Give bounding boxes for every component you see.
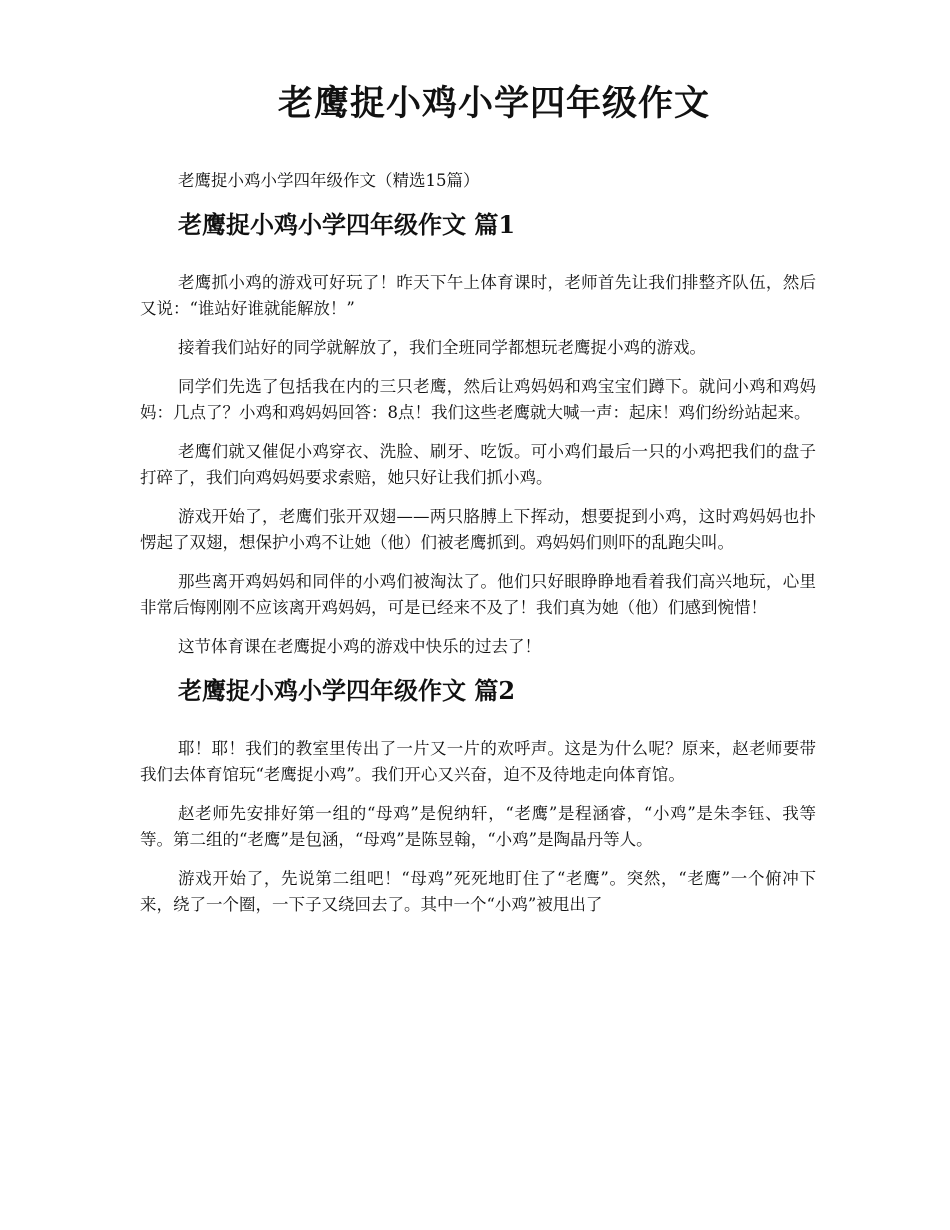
- paragraph: 那些离开鸡妈妈和同伴的小鸡们被淘汰了。他们只好眼睁睁地看着我们高兴地玩，心里非常后悔刚刚不应该离开鸡妈妈，可是已经来不及了！我们真为她（他）们感到惋惜！: [140, 572, 816, 617]
- paragraph: 接着我们站好的同学就解放了，我们全班同学都想玩老鹰捉小鸡的游戏。: [178, 338, 706, 357]
- essay-section-2: [140, 673, 816, 918]
- document-subtitle: 老鹰捉小鸡小学四年级作文（精选15篇）: [178, 171, 480, 190]
- paragraph: 游戏开始了，老鹰们张开双翅——两只胳膊上下挥动，想要捉到小鸡，这时鸡妈妈也扑愣起了双翅，想保护小鸡不让她（他）们被老鹰抓到。鸡妈妈们则吓的乱跑尖叫。: [140, 507, 816, 552]
- paragraph: 赵老师先安排好第一组的“母鸡”是倪纳轩，“老鹰”是程涵睿，“小鸡”是朱李钰、我等等。第二组的“老鹰”是包涵，“母鸡”是陈昱翰，“小鸡”是陶晶丹等人。: [140, 804, 816, 849]
- paragraph: 同学们先选了包括我在内的三只老鹰，然后让鸡妈妈和鸡宝宝们蹲下。就问小鸡和鸡妈妈：几点了？小鸡和鸡妈妈回答：8点！我们这些老鹰就大喊一声：起床！鸡们纷纷站起来。: [140, 377, 816, 422]
- paragraph: 游戏开始了，先说第二组吧！“母鸡”死死地盯住了“老鹰”。突然，“老鹰”一个俯冲下来，绕了一个圈，一下子又绕回去了。其中一个“小鸡”被甩出了: [140, 869, 816, 914]
- document-body: [140, 168, 816, 931]
- section-heading: 老鹰捉小鸡小学四年级作文 篇1: [178, 210, 516, 239]
- paragraph: 老鹰们就又催促小鸡穿衣、洗脸、刷牙、吃饭。可小鸡们最后一只的小鸡把我们的盘子打碎了，我们向鸡妈妈要求索赔，她只好让我们抓小鸡。: [140, 442, 816, 487]
- section-heading: 老鹰捉小鸡小学四年级作文 篇2: [178, 676, 516, 705]
- paragraph: 耶！耶！我们的教室里传出了一片又一片的欢呼声。这是为什么呢？原来，赵老师要带我们去体育馆玩“老鹰捉小鸡”。我们开心又兴奋，迫不及待地走向体育馆。: [140, 739, 816, 784]
- paragraph: 这节体育课在老鹰捉小鸡的游戏中快乐的过去了！: [178, 637, 541, 656]
- document-title: 老鹰捉小鸡小学四年级作文: [277, 83, 710, 124]
- paragraph: 老鹰抓小鸡的游戏可好玩了！昨天下午上体育课时，老师首先让我们排整齐队伍，然后又说：“谁站好谁就能解放！”: [140, 273, 816, 318]
- essay-section-1: [140, 207, 816, 660]
